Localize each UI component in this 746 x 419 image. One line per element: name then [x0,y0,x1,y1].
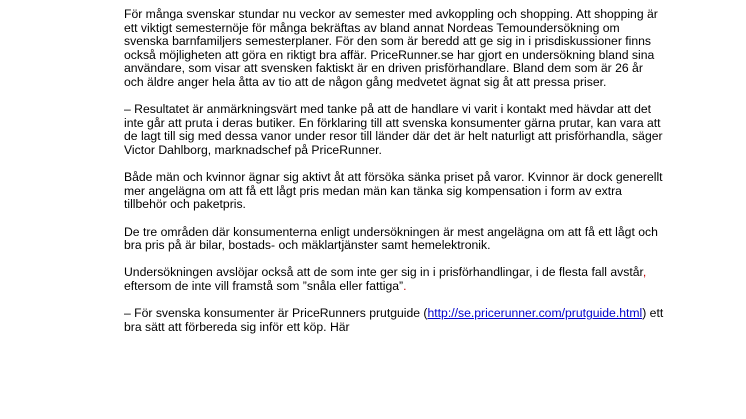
red-period: . [403,278,407,293]
paragraph-areas: De tre områden där konsumenterna enligt undersökningen är mest angelägna om att få ett lågt och bra pris på är bilar, bostads- och mäklartjänster samt hemelektronik. [124,224,658,253]
prutguide-text-end: ) ett bra sätt att förbereda sig inför ett köp. Här [124,306,664,334]
prutguide-text-start: – För svenska konsumenter är PriceRunners prutguide ( [124,306,428,321]
paragraph-abstain [124,266,664,293]
abstain-text-end: eftersom de inte vill framstå som ”snåla eller fattiga” [124,278,404,293]
document-body [124,8,664,348]
abstain-text-start: Undersökningen avslöjar också att de som inte ger sig in i prisförhandlingar, i de flesta fall avstår [124,265,643,280]
paragraph-quote-dahlborg: – Resultatet är anmärkningsvärt med tanke på att de handlare vi varit i kontakt med hävdar att det inte går att pruta i deras butiker. En förklaring till att svenska konsumenter gärna prutar, kan vara att de lagt till sig med dessa vanor under resor till länder där det är helt naturligt att prisförhandla, säger Victor Dahlborg, marknadschef på PriceRunner. [124,102,663,157]
paragraph-intro: För många svenskar stundar nu veckor av semester med avkoppling och shopping. Att shopping är ett viktigt semesternöje för många bekräftas av bland annat Nordeas Temoundersökning om svenska barnfamiljers semesterplaner. För den som är beredd att ge sig in i prisdiskussioner finns också möjligheten att göra en riktigt bra affär. PriceRunner.se har gjort en undersökning bland sina användare, som visar att svensken faktiskt är en driven prisförhandlare. Bland dem som är 26 år och äldre anger hela åtta av tio att de någon gång medvetet ägnat sig åt att pressa priser. [124,7,658,89]
paragraph-gender: Både män och kvinnor ägnar sig aktivt åt att försöka sänka priset på varor. Kvinnor är dock generellt mer angelägna om att få ett lågt pris medan män kan tänka sig kompensation i form av extra tillbehör och paketpris. [124,170,663,212]
paragraph-prutguide [124,307,664,334]
prutguide-link[interactable]: http://se.pricerunner.com/prutguide.html [427,306,643,321]
red-comma: , [642,265,647,280]
